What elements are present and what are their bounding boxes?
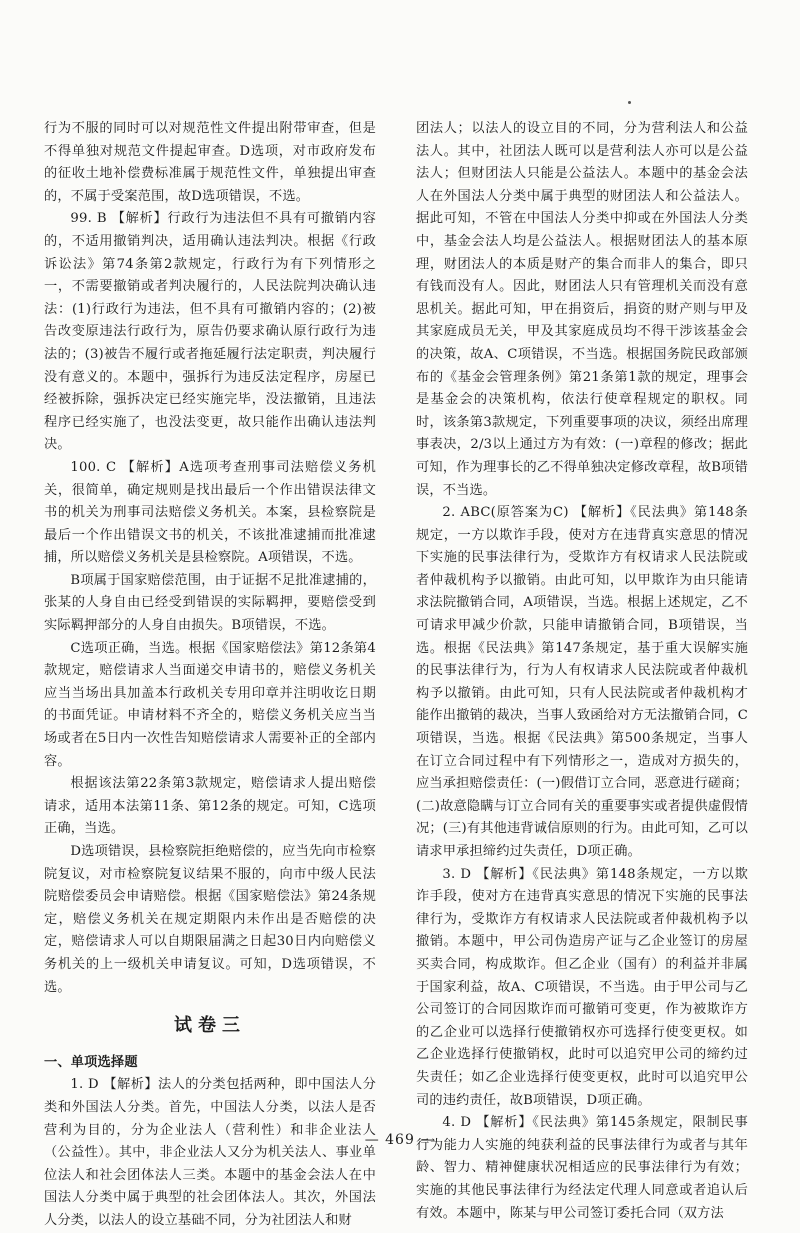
answer-paragraph: 3. D 【解析】《民法典》第148条规定，一方以欺诈手段，使对方在违背真实意思的情况下实施的民事法律行为，受欺诈方有权请求人民法院或者仲裁机构予以撤销。本题中，甲公司伪造房产证与乙企业签订的房屋买卖合同，构成欺诈。但乙企业（国有）的利益并非属于国家利益，故A、C项错误，不当选。由于甲公司与乙公司签订的合同因欺诈而可撤销可变更，作为被欺诈方的乙企业可以选择行使撤销权亦可选择行使变更权。如乙企业选择行使撤销权，此时可以追究甲公司的缔约过失责任；如乙企业选择行使变更权，此时可以追究甲公司的违约责任，故B项错误，D项正确。 [416, 866, 748, 1108]
right-column [416, 118, 748, 1225]
answer-paragraph: 团法人；以法人的设立目的不同，分为营利法人和公益法人。其中，社团法人既可以是营利法人亦可以是公益法人；但财团法人只能是公益法人。本题中的基金会法人在外国法人分类中属于典型的财团法人和公益法人。据此可知，不管在中国法人分类中抑或在外国法人分类中，基金会法人均是公益法人。根据财团法人的基本原理，财团法人的本质是财产的集合而非人的集合，即只有钱而没有人。因此，财团法人只有管理机关而没有意思机关。据此可知，甲在捐资后，捐资的财产则与甲及其家庭成员无关，甲及其家庭成员均不得干涉该基金会的决策，故A、C项错误，不当选。根据国务院民政部颁布的《基金会管理条例》第21条第1款的规定，理事会是基金会的决策机构，依法行使章程规定的职权。同时，该条第3款规定，下列重要事项的决议，须经出席理事表决，2/3以上通过方为有效：(一)章程的修改；据此可知，作为理事长的乙不得单独决定修改章程，故B项错误，不当选。 [416, 121, 748, 498]
section-heading: 一、单项选择题 [44, 1054, 138, 1070]
answer-paragraph: 100. C 【解析】A选项考查刑事司法赔偿义务机关，很简单，确定规则是找出最后一个作出错误法律文书的机关为刑事司法赔偿义务机关。本案，县检察院是最后一个作出错误文书的机关，不该批准逮捕而批准逮捕，所以赔偿义务机关是县检察院。A项错误，不选。 [44, 459, 376, 566]
page-number: — 469 — [364, 1132, 436, 1148]
answer-paragraph: 2. ABC(原答案为C) 【解析】《民法典》第148条规定，一方以欺诈手段，使对方在违背真实意思的情况下实施的民事法律行为，受欺诈方有权请求人民法院或者仲裁机构予以撤销。由此可知，以甲欺诈为由只能请求法院撤销合同，A项错误，当选。根据上述规定，乙不可请求甲减少价款，只能申请撤销合同，B项错误，当选。根据《民法典》第147条规定，基于重大误解实施的民事法律行为，行为人有权请求人民法院或者仲裁机构予以撤销。由此可知，只有人民法院或者仲裁机构才能作出撤销的裁决，当事人致函给对方无法撤销合同，C项错误，当选。根据《民法典》第500条规定，当事人在订立合同过程中有下列情形之一，造成对方损失的，应当承担赔偿责任：(一)假借订立合同，恶意进行磋商；(二)故意隐瞒与订立合同有关的重要事实或者提供虚假情况；(三)有其他违背诚信原则的行为。由此可知，乙可以请求甲承担缔约过失责任，D项正确。 [416, 505, 748, 859]
answer-paragraph: D选项错误，县检察院拒绝赔偿的，应当先向市检察院复议，对市检察院复议结果不服的，向市中级人民法院赔偿委员会申请赔偿。根据《国家赔偿法》第24条规定，赔偿义务机关在规定期限内未作出是否赔偿的决定，赔偿请求人可以自期限届满之日起30日内向赔偿义务机关的上一级机关申请复议。可知，D选项错误，不选。 [44, 844, 376, 995]
answer-paragraph: 根据该法第22条第3款规定，赔偿请求人提出赔偿请求，适用本法第11条、第12条的规定。可知，C选项正确，当选。 [44, 776, 376, 837]
answer-paragraph: 99. B 【解析】行政行为违法但不具有可撤销内容的，不适用撤销判决，适用确认违法判决。根据《行政诉讼法》第74条第2款规定，行政行为有下列情形之一，不需要撤销或者判决履行的，人民法院判决确认违法：(1)行政行为违法，但不具有可撤销内容的；(2)被告改变原违法行政行为，原告仍要求确认原行政行为违法的；(3)被告不履行或者拖延履行法定职责，判决履行没有意义的。本题中，强拆行为违反法定程序，房屋已经被拆除，强拆决定已经实施完毕，没法撤销，且违法程序已经实施了，也没法变更，故只能作出确认违法判决。 [44, 211, 376, 453]
left-column [44, 118, 376, 1233]
answer-paragraph: 行为不服的同时可以对规范性文件提出附带审查，但是不得单独对规范文件提起审查。D选项，对市政府发布的征收土地补偿费标准属于规范性文件，单独提出审查的，不属于受案范围，故D选项错误，不选。 [44, 121, 376, 204]
answer-paragraph: B项属于国家赔偿范围，由于证据不足批准逮捕的，张某的人身自由已经受到错误的实际羁押，要赔偿受到实际羁押部分的人身自由损失。B项错误，不选。 [44, 572, 376, 634]
scan-speck [628, 101, 631, 104]
exam-section-title: 试卷三 [174, 1015, 246, 1037]
answer-paragraph: 1. D 【解析】法人的分类包括两种，即中国法人分类和外国法人分类。首先，中国法人分类，以法人是否营利为目的，分为企业法人（营利性）和非企业法人（公益性）。其中，非企业法人又分为机关法人、事业单位法人和社会团体法人三类。本题中的基金会法人在中国法人分类中属于典型的社会团体法人。其次，外国法人分类，以法人的设立基础不同，分为社团法人和财 [44, 1077, 376, 1228]
answer-paragraph: C选项正确，当选。根据《国家赔偿法》第12条第4款规定，赔偿请求人当面递交申请书的，赔偿义务机关应当当场出具加盖本行政机关专用印章并注明收讫日期的书面凭证。申请材料不齐全的，赔偿义务机关应当当场或者在5日内一次性告知赔偿请求人需要补正的全部内容。 [44, 640, 376, 769]
answer-paragraph: 4. D 【解析】《民法典》第145条规定，限制民事行为能力人实施的纯获利益的民事法律行为或者与其年龄、智力、精神健康状况相适应的民事法律行为有效；实施的其他民事法律行为经法定代理人同意或者追认后有效。本题中，陈某与甲公司签订委托合同（双方法 [416, 1115, 748, 1221]
